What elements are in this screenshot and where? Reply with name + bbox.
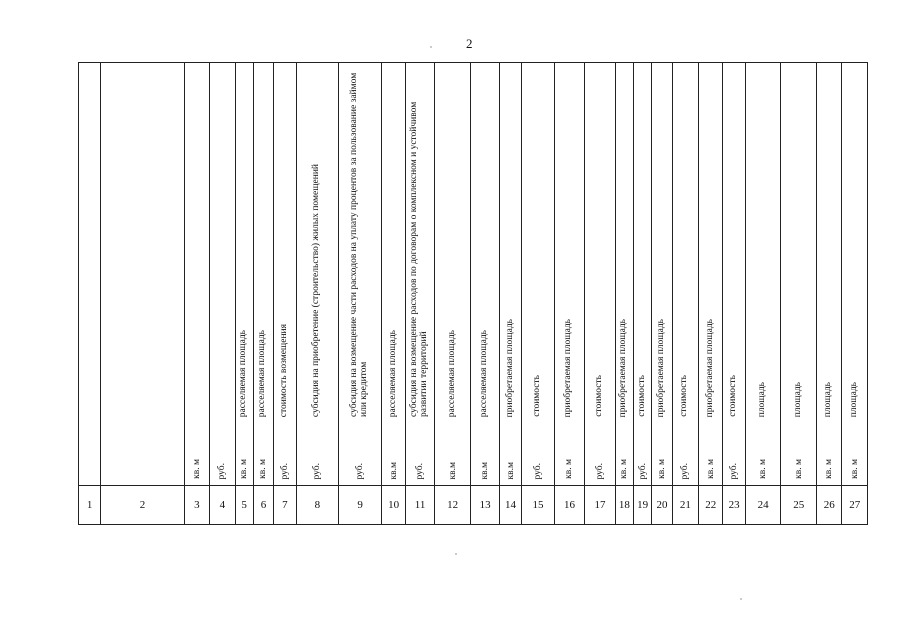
unit-cell xyxy=(522,423,555,486)
column-unit-label: кв.м xyxy=(388,461,399,479)
unit-cell xyxy=(339,423,382,486)
column-number-cell: 12 xyxy=(434,486,471,525)
header-cell xyxy=(745,63,781,424)
column-header-label: приобретаемая площадь xyxy=(504,318,515,417)
column-number-cell: 8 xyxy=(296,486,339,525)
column-number-cell: 19 xyxy=(634,486,652,525)
column-number-cell: 26 xyxy=(816,486,841,525)
data-table xyxy=(78,62,868,525)
column-unit-label: кв. м xyxy=(849,459,860,479)
column-unit-label: руб. xyxy=(415,462,426,479)
column-header-label: приобретаемая площадь xyxy=(656,318,666,417)
header-cell xyxy=(652,63,672,424)
column-number-cell: 3 xyxy=(184,486,209,525)
column-header-label: субсидия на приобретение (строительство) жилых помещений xyxy=(311,163,322,417)
header-cell xyxy=(339,63,382,424)
column-number-cell: 17 xyxy=(585,486,616,525)
unit-cell xyxy=(781,423,817,486)
column-number-cell: 16 xyxy=(554,486,585,525)
header-cell xyxy=(79,63,101,486)
header-cell xyxy=(816,63,841,424)
column-header-label: стоимость xyxy=(594,375,604,417)
unit-cell xyxy=(615,423,633,486)
header-cell xyxy=(499,63,521,424)
header-cell xyxy=(235,63,253,424)
column-header-label: стоимость возмещения xyxy=(278,323,289,417)
unit-cell xyxy=(585,423,616,486)
unit-cell xyxy=(210,423,235,486)
unit-cell xyxy=(699,423,723,486)
column-number-cell: 25 xyxy=(781,486,817,525)
column-unit-label: кв.м xyxy=(480,461,491,479)
header-cell xyxy=(210,63,235,424)
unit-cell xyxy=(652,423,672,486)
unit-cell xyxy=(554,423,585,486)
column-unit-label: руб. xyxy=(312,462,323,479)
column-unit-label: кв.м xyxy=(505,461,516,479)
column-unit-label: кв. м xyxy=(258,459,269,479)
column-header-label: стоимость xyxy=(728,375,739,417)
column-header-label: площадь xyxy=(848,381,859,417)
column-number-cell: 11 xyxy=(406,486,434,525)
unit-cell xyxy=(672,423,698,486)
header-cell xyxy=(842,63,868,424)
column-unit-label: кв. м xyxy=(705,459,716,479)
header-cell xyxy=(101,63,184,486)
unit-cell xyxy=(434,423,471,486)
unit-cell xyxy=(471,423,499,486)
column-unit-label: кв. м xyxy=(758,459,769,479)
column-number-cell: 21 xyxy=(672,486,698,525)
column-number-cell: 23 xyxy=(723,486,745,525)
unit-cell xyxy=(745,423,781,486)
column-header-label: расселяемая площадь xyxy=(446,329,457,417)
column-unit-label: кв. м xyxy=(793,459,804,479)
header-cell xyxy=(723,63,745,424)
column-header-label: расселяемая площадь xyxy=(257,329,268,417)
column-unit-label: кв. м xyxy=(656,459,667,479)
column-unit-label: кв. м xyxy=(239,459,250,479)
unit-cell xyxy=(274,423,296,486)
column-unit-label: руб. xyxy=(279,462,290,479)
header-cell xyxy=(434,63,471,424)
header-cell xyxy=(184,63,209,424)
header-cell xyxy=(615,63,633,424)
header-cell xyxy=(781,63,817,424)
column-number-cell: 2 xyxy=(101,486,184,525)
column-number-cell: 20 xyxy=(652,486,672,525)
unit-cell xyxy=(723,423,745,486)
column-unit-label: кв. м xyxy=(619,459,630,479)
header-cell xyxy=(522,63,555,424)
column-number-cell: 10 xyxy=(381,486,405,525)
column-number-cell: 22 xyxy=(699,486,723,525)
unit-cell xyxy=(296,423,339,486)
header-cell xyxy=(296,63,339,424)
table-unit-row xyxy=(79,423,868,486)
column-number-cell: 14 xyxy=(499,486,521,525)
column-header-label: стоимость xyxy=(636,375,647,417)
column-header-label: стоимость xyxy=(531,375,542,417)
column-unit-label: руб. xyxy=(637,462,648,479)
column-number-cell: 5 xyxy=(235,486,253,525)
column-unit-label: руб. xyxy=(729,462,740,479)
header-cell xyxy=(253,63,273,424)
column-header-label: приобретаемая площадь xyxy=(618,318,629,417)
column-unit-label: кв. м xyxy=(564,459,575,479)
header-cell xyxy=(274,63,296,424)
header-cell xyxy=(554,63,585,424)
column-number-cell: 7 xyxy=(274,486,296,525)
unit-cell xyxy=(842,423,868,486)
column-header-label: расселяемая площадь xyxy=(387,329,398,417)
column-header-label: площадь xyxy=(757,381,768,417)
unit-cell xyxy=(816,423,841,486)
column-number-cell: 13 xyxy=(471,486,499,525)
column-unit-label: руб. xyxy=(355,462,366,479)
column-header-label: площадь xyxy=(823,381,834,417)
unit-cell xyxy=(253,423,273,486)
column-number-cell: 1 xyxy=(79,486,101,525)
column-header-label: стоимость xyxy=(679,375,690,417)
header-cell xyxy=(406,63,434,424)
column-number-cell: 9 xyxy=(339,486,382,525)
column-header-label: расселяемая площадь xyxy=(238,329,249,417)
column-header-label: приобретаемая площадь xyxy=(704,318,715,417)
page-number: 2 xyxy=(466,36,473,51)
column-unit-label: кв.м xyxy=(447,461,458,479)
column-number-cell: 4 xyxy=(210,486,235,525)
header-cell xyxy=(381,63,405,424)
column-number-cell: 18 xyxy=(615,486,633,525)
table-number-row xyxy=(79,486,868,525)
header-cell xyxy=(699,63,723,424)
unit-cell xyxy=(235,423,253,486)
column-number-cell: 6 xyxy=(253,486,273,525)
column-unit-label: руб. xyxy=(532,462,543,479)
column-header-label: площадь xyxy=(792,381,803,417)
column-unit-label: руб. xyxy=(680,462,691,479)
table-header-row xyxy=(79,63,868,424)
header-cell xyxy=(672,63,698,424)
column-number-cell: 24 xyxy=(745,486,781,525)
column-unit-label: руб. xyxy=(217,462,228,479)
column-number-cell: 27 xyxy=(842,486,868,525)
column-unit-label: кв. м xyxy=(824,459,835,479)
header-cell xyxy=(471,63,499,424)
column-header-label: расселяемая площадь xyxy=(479,329,490,417)
header-cell xyxy=(585,63,616,424)
unit-cell xyxy=(634,423,652,486)
column-unit-label: кв. м xyxy=(191,459,202,479)
column-unit-label: руб. xyxy=(594,462,605,479)
unit-cell xyxy=(499,423,521,486)
column-header-label: приобретаемая площадь xyxy=(563,318,574,417)
header-cell xyxy=(634,63,652,424)
unit-cell xyxy=(381,423,405,486)
column-header-label: субсидия на возмещение части расходов на уплату процентов за пользование займом или кредитом xyxy=(349,72,370,417)
column-header-label: субсидия на возмещение расходов по договорам о комплексном и устойчивом развитии территорий xyxy=(409,101,430,417)
unit-cell xyxy=(406,423,434,486)
column-number-cell: 15 xyxy=(522,486,555,525)
unit-cell xyxy=(184,423,209,486)
